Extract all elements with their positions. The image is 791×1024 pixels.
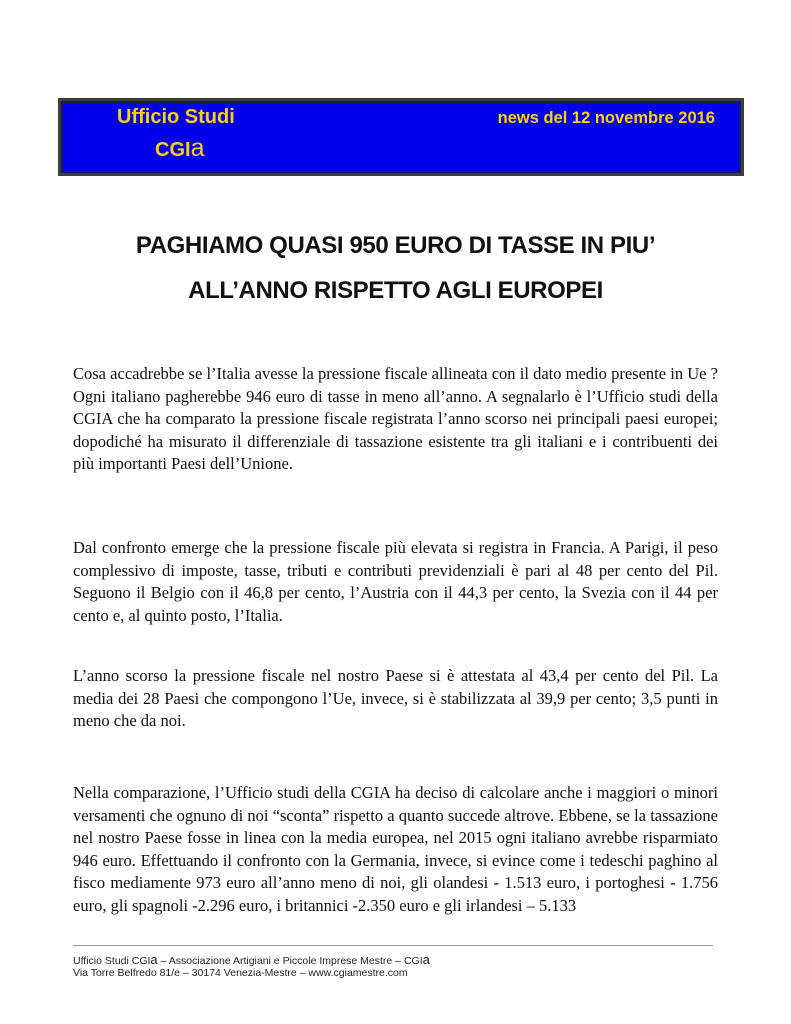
footer-office-a: a [150, 952, 158, 967]
page-title-line-1: PAGHIAMO QUASI 950 EURO DI TASSE IN PIU’ [135, 232, 656, 259]
paragraph-1: Cosa accadrebbe se l’Italia avesse la pressione fiscale allineata con il dato medio presente in Ue ? Ogni italiano pagherebbe 946 euro di tasse in meno all’anno. A segnalarlo è l’Ufficio studi della CGIA che ha comparato la pressione fiscale registrata l’anno scorso nei principali paesi europei; dopodiché ha misurato il differenziale di tassazione esistente tra gli italiani e i contribuenti dei più importanti Paesi dell’Unione. [73, 364, 718, 473]
page-title-line-2: ALL’ANNO RISPETTO AGLI EUROPEI [188, 277, 603, 304]
header-banner [58, 98, 744, 176]
footer-divider [73, 945, 713, 946]
office-name: Ufficio Studi [117, 106, 235, 128]
paragraph-4: Nella comparazione, l’Ufficio studi della CGIA ha deciso di calcolare anche i maggiori o minori versamenti che ognuno di noi “sconta” rispetto a quanto succede altrove. Ebbene, se la tassazione nel nostro Paese fosse in linea con la media europea, nel 2015 ogni italiano avrebbe risparmiato 946 euro. Effettuando il confronto con la Germania, invece, si evince come i tedeschi paghino al fisco mediamente 973 euro all’anno meno di noi, gli olandesi - 1.513 euro, i portoghesi - 1.756 euro, gli spagnoli -2.296 euro, i britannici -2.350 euro e gli irlandesi – 5.133 [73, 783, 718, 915]
paragraph-3: L’anno scorso la pressione fiscale nel nostro Paese si è attestata al 43,4 per cento del Pil. La media dei 28 Paesi che compongono l’Ue, invece, si è stabilizzata al 39,9 per cento; 3,5 punti in meno che da noi. [73, 666, 718, 730]
org-logo-text [155, 134, 204, 163]
footer-association: – Associazione Artigiani e Piccole Imprese Mestre – CGI [157, 955, 423, 967]
footer-line-1 [73, 952, 430, 967]
paragraph-2: Dal confronto emerge che la pressione fiscale più elevata si registra in Francia. A Parigi, il peso complessivo di imposte, tasse, tributi e contributi previdenziali è pari al 48 per cento del Pil. Seguono il Belgio con il 46,8 per cento, l’Austria con il 44,3 per cento, la Svezia con il 44 per cento e, al quinto posto, l’Italia. [73, 538, 718, 625]
footer-association-a: a [422, 952, 430, 967]
org-prefix: CGI [155, 139, 191, 161]
news-date: news del 12 novembre 2016 [497, 109, 715, 127]
org-suffix: a [190, 134, 205, 162]
footer-address: Via Torre Belfredo 81/e – 30174 Venezia-Mestre – www.cgiamestre.com [73, 967, 408, 979]
footer-office: Ufficio Studi CGI [73, 955, 151, 967]
